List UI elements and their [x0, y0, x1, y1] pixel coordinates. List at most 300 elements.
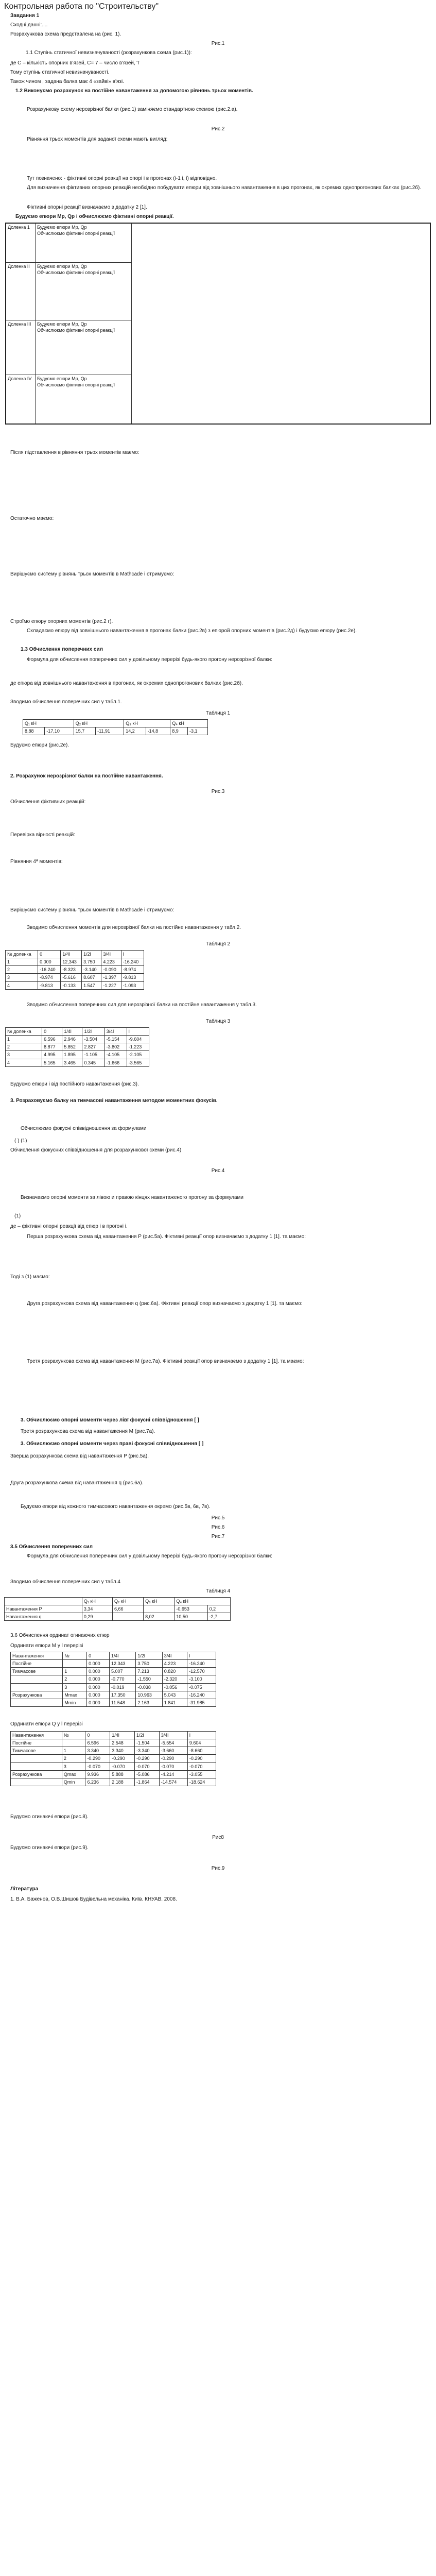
table-cell: Навантаження P [5, 1605, 82, 1613]
table-cell: 2.827 [82, 1043, 104, 1051]
table-cell: 5.165 [42, 1059, 62, 1066]
para: Перевірка вірності реакцій: [10, 832, 76, 838]
para: Третя розрахункова схема від навантаження M (рис.7а). Фіктивні реакції опор визначаємо з додатку 1 [1]. та маємо: [27, 1359, 304, 1364]
table-cell: -8.660 [187, 1747, 216, 1755]
table-cell [11, 1762, 62, 1770]
table-header: 1/4l [62, 1028, 82, 1036]
table-cell [11, 1778, 62, 1786]
table-cell: 10,50 [175, 1613, 207, 1621]
para: Зводимо обчислення поперечних сил у табл.1. [10, 699, 122, 705]
table-header: Q₃ кН [124, 720, 170, 727]
table-caption: Таблиця 2 [205, 941, 231, 947]
table-cell: -0,653 [175, 1605, 207, 1613]
para: Друга розрахункова схема від навантаження q (рис.6а). Фіктивні реакції опор визначаємо з додатку 1 [1]. та маємо: [27, 1301, 303, 1307]
table-cell: -2.105 [127, 1051, 149, 1059]
moments-table-2 [5, 950, 144, 990]
table-cell: 14,2 [124, 727, 146, 735]
table-cell: -8.323 [61, 966, 82, 974]
table-cell: -0.133 [61, 981, 82, 989]
table-cell: -0.770 [109, 1675, 135, 1683]
para: Друга розрахункова схема від навантаження q (рис.6а). [10, 1480, 144, 1486]
table-cell: 0.000 [87, 1699, 110, 1706]
para: Зверша розрахункова схема від навантаження P (рис.5а). [10, 1453, 149, 1459]
table-cell: 2 [63, 1675, 87, 1683]
table-cell: -9.604 [127, 1036, 149, 1043]
table-header: Навантаження [11, 1652, 63, 1660]
table-cell: 2.946 [62, 1036, 82, 1043]
table-cell: 0,29 [82, 1613, 112, 1621]
table-cell [11, 1675, 63, 1683]
table-cell: -5.616 [61, 974, 82, 981]
table-cell: -31.985 [187, 1699, 216, 1706]
table-cell: -0.090 [101, 966, 121, 974]
table-cell: -3.504 [82, 1036, 104, 1043]
table-cell: 5.888 [110, 1770, 135, 1778]
table-cell: -1.666 [104, 1059, 127, 1066]
table-cell: -17,10 [45, 727, 74, 735]
table-caption: Таблиця 4 [205, 1588, 231, 1594]
table-cell [11, 1683, 63, 1691]
table-header: l [187, 1732, 216, 1739]
table-row [5, 1605, 231, 1613]
table-cell: -4.105 [104, 1051, 127, 1059]
para: Остаточно маємо: [10, 516, 54, 521]
subsection-heading: 3.5 Обчислення поперечних сил [10, 1544, 93, 1550]
table-cell: 3 [62, 1762, 85, 1770]
table-header: 3/4l [159, 1732, 187, 1739]
para: Тоді з (1) маємо: [10, 1274, 50, 1280]
table-cell [132, 262, 431, 320]
table-cell: 4 [6, 1059, 42, 1066]
table-cell: -0.070 [85, 1762, 110, 1770]
table-cell: -11,91 [96, 727, 124, 735]
cell-line: Будуємо епюри Mp, Qp [37, 376, 87, 381]
para: Перша розрахункова схема від навантаження P (рис.5а). Фіктивні реакції опор визначаємо з додатку 1 [1]. та маємо: [27, 1234, 306, 1240]
table-header: № [62, 1732, 85, 1739]
spans-table [5, 223, 431, 425]
table-cell: 0.000 [87, 1660, 110, 1668]
table-header: 1/2l [134, 1732, 159, 1739]
table-header: Q₄ кН [170, 720, 208, 727]
table-cell: Тимчасове [11, 1747, 62, 1755]
table-cell: Доленка 1 [6, 223, 36, 262]
table-row [11, 1699, 216, 1706]
task-heading: Завдання 1 [10, 13, 40, 19]
figure-caption: Рис.5 [211, 1515, 225, 1521]
table-cell: -3.140 [82, 966, 101, 974]
table-header: Q₃ кН [144, 1598, 175, 1605]
table-header: 0 [85, 1732, 110, 1739]
table-cell: -4.214 [159, 1770, 187, 1778]
table-header: Навантаження [11, 1732, 62, 1739]
table-header [5, 1598, 82, 1605]
table-cell: 4.223 [162, 1660, 187, 1668]
table-cell: -0.290 [134, 1755, 159, 1762]
section-heading: 2. Розрахунок нерозрізної балки на постійне навантаження. [10, 773, 163, 779]
table-cell: -16.240 [187, 1660, 216, 1668]
table-row [6, 951, 144, 958]
table-header: 3/4l [104, 1028, 127, 1036]
table-cell: -3,1 [187, 727, 207, 735]
figure-caption: Рис.6 [211, 1524, 225, 1530]
formula: ( ) (1) [14, 1138, 27, 1144]
table-cell: Навантаження q [5, 1613, 82, 1621]
table-row [6, 320, 430, 375]
table-cell: -5.554 [159, 1739, 187, 1747]
table-row [11, 1660, 216, 1668]
table-cell: 2 [6, 1043, 42, 1051]
table-cell: 2.548 [110, 1739, 135, 1747]
table-row [6, 1059, 149, 1066]
table-cell: -5.154 [104, 1036, 127, 1043]
table-cell: -1.093 [121, 981, 144, 989]
table-cell: -18.624 [187, 1778, 216, 1786]
para: Строїмо епюру опорних моментів (рис.2 г). [10, 619, 113, 624]
table-cell [132, 320, 431, 375]
table-cell: 7.213 [136, 1668, 162, 1675]
forces-table-3 [5, 1027, 149, 1067]
table-cell: 3.750 [82, 958, 101, 966]
cell-line: Обчислюємо фіктивні опорні реакції [37, 269, 115, 275]
table-cell: 1 [6, 958, 38, 966]
table-header: 1/2l [82, 1028, 104, 1036]
table-cell: 2.188 [110, 1778, 135, 1786]
table-row [11, 1652, 216, 1660]
shear-ordinates-table-6 [10, 1731, 216, 1786]
table-cell: -0.290 [85, 1755, 110, 1762]
subsection-heading: 3. Обчислюємо опорні моменти через праві фокусні співвідношення [ ] [21, 1441, 204, 1447]
forces-table-1 [23, 719, 208, 735]
table-cell: 4 [6, 981, 38, 989]
table-row [11, 1668, 216, 1675]
table-cell: 2.163 [136, 1699, 162, 1706]
table-header: № [63, 1652, 87, 1660]
table-header: 1/4l [61, 951, 82, 958]
table-header: 1/4l [109, 1652, 135, 1660]
table-cell: 0.000 [38, 958, 61, 966]
table-cell: 0.000 [87, 1691, 110, 1699]
table-cell: 1.895 [62, 1051, 82, 1059]
para: Третя розрахункова схема від навантаження M (рис.7а). [21, 1429, 155, 1434]
figure-caption: Рис.4 [211, 1168, 225, 1174]
table-cell: Постійне [11, 1660, 63, 1668]
section-heading: Будуємо епюри Mp, Qp і обчислюємо фіктивні опорні реакції. [15, 214, 174, 219]
table-row [11, 1739, 216, 1747]
para: Формула для обчислення поперечних сил у довільному перерізі будь-якого прогону нерозрізної балки: [27, 657, 272, 663]
subsection-heading: 3. Обчислюємо опорні моменти через лівї фокусні співвідношення [ ] [21, 1417, 199, 1423]
table-cell: 17.350 [109, 1691, 135, 1699]
table-header: l [187, 1652, 216, 1660]
table-cell: -1.864 [134, 1778, 159, 1786]
table-row [6, 958, 144, 966]
table-cell: 10.963 [136, 1691, 162, 1699]
table-cell: 3.340 [85, 1747, 110, 1755]
table-cell: 0.000 [87, 1668, 110, 1675]
table-cell: -0.290 [187, 1755, 216, 1762]
para: Будуємо огинаючі епюри (рис.8). [10, 1814, 89, 1820]
table-cell: Постійне [11, 1739, 62, 1747]
table-cell: -0.070 [134, 1762, 159, 1770]
table-cell: 12.343 [109, 1660, 135, 1668]
table-cell: 8.607 [82, 974, 101, 981]
table-cell: 2 [6, 966, 38, 974]
table-row [11, 1732, 216, 1739]
para: де – фіктивні опорні реакції від епюр і в прогоні і. [10, 1224, 128, 1229]
table-cell: -0.290 [159, 1755, 187, 1762]
table-header: 0 [87, 1652, 110, 1660]
table-cell: -1.105 [82, 1051, 104, 1059]
table-cell: 0.000 [87, 1683, 110, 1691]
table-cell: -1.227 [101, 981, 121, 989]
table-row [11, 1762, 216, 1770]
table-cell: 1.547 [82, 981, 101, 989]
para: Складаємо епюру від зовнішнього навантаження в прогонах балки (рис.2в) з епюрой опорних моментів (рис.2д) і будуємо епюру (рис.2е). [27, 628, 357, 634]
table-row [6, 974, 144, 981]
table-cell: 6,66 [113, 1605, 144, 1613]
cell-line: Обчислюємо фіктивні опорні реакції [37, 327, 115, 333]
table-cell: 3 [63, 1683, 87, 1691]
subsection-heading: Обчислюємо фокусні співвідношення за формулами [21, 1126, 147, 1131]
para: Тому ступінь статичної невизначуваності. [10, 70, 110, 75]
table-cell: -1.550 [136, 1675, 162, 1683]
subsection-heading: 1.3 Обчислення поперечних сил [21, 647, 103, 652]
para: Будуємо епюри від кожного тимчасового навантаження окремо (рис.5в, 6в, 7в). [21, 1504, 211, 1510]
table-cell: 3.465 [62, 1059, 82, 1066]
para: Розрахункову схему нерозрізної балки (рис.1) заміняємо стандартною схемою (рис.2.а). [27, 107, 238, 112]
table-cell: -5.086 [134, 1770, 159, 1778]
table-row [6, 223, 430, 262]
para: Фіктивні опорні реакції визначаємо з додатку 2 [1]. [27, 205, 147, 210]
para: Зводимо обчислення поперечних сил у табл.4 [10, 1579, 120, 1585]
table-header: l [127, 1028, 149, 1036]
para: Обчислення фокусних співвідношення для розрахункової схеми (рис.4) [10, 1147, 182, 1153]
table-header: Q₂ кН [113, 1598, 144, 1605]
table-cell: 8,88 [23, 727, 45, 735]
table-row [11, 1747, 216, 1755]
figure-caption: Рис.3 [211, 789, 225, 794]
table-cell: 3.750 [136, 1660, 162, 1668]
table-cell: 4.223 [101, 958, 121, 966]
table-cell: -16.240 [38, 966, 61, 974]
table-cell: 2 [62, 1755, 85, 1762]
table-cell: -12.570 [187, 1668, 216, 1675]
table-cell: -1.504 [134, 1739, 159, 1747]
para: Також чином , задана балка має 4 «зайві» в'язі. [10, 79, 124, 84]
para: Ординати епюри Q у l перерізі [10, 1721, 83, 1727]
table-cell [36, 320, 132, 375]
table-header: № доленка [6, 951, 38, 958]
table-cell [113, 1613, 144, 1621]
table-cell: -14,8 [146, 727, 170, 735]
table-cell [11, 1699, 63, 1706]
table-cell: -14.574 [159, 1778, 187, 1786]
table-cell: -3.802 [104, 1043, 127, 1051]
table-row [6, 262, 430, 320]
table-cell: Розрахункова [11, 1691, 63, 1699]
para: Після підставлення в рівняння трьох моментів маємо: [10, 450, 139, 455]
table-cell: -0.290 [110, 1755, 135, 1762]
table-cell: 5.852 [62, 1043, 82, 1051]
table-row [6, 1028, 149, 1036]
table-cell: -16.240 [121, 958, 144, 966]
table-header: 1/4l [110, 1732, 135, 1739]
section-heading: 3. Розраховуємо балку на тимчасові навантаження методом моментних фокусів. [10, 1098, 218, 1104]
table-cell: -8.974 [121, 966, 144, 974]
table-header: 0 [38, 951, 61, 958]
table-cell [63, 1660, 87, 1668]
table-cell: 8,02 [144, 1613, 175, 1621]
table-header: 1/2l [82, 951, 101, 958]
table-cell: -0.070 [187, 1762, 216, 1770]
table-cell: 6.236 [85, 1778, 110, 1786]
formula: (1) [14, 1213, 21, 1219]
subsection-heading: 1.2 Виконуємо розрахунок на постійне навантаження за допомогою рівнянь трьох моментів. [15, 88, 253, 94]
figure-caption: Рис.2 [211, 126, 225, 132]
table-caption: Таблиця 1 [205, 710, 231, 716]
source-data: Сходні данні:.... [10, 22, 48, 28]
table-cell: 3.340 [110, 1747, 135, 1755]
para: Тут позначено: - фіктивні опорні реакції на опорі і в прогонах (і-1 і, і) відповідно. [27, 176, 217, 181]
figure-caption: Рис.7 [211, 1534, 225, 1539]
table-cell: 1 [6, 1036, 42, 1043]
table-row [11, 1675, 216, 1683]
table-caption: Таблиця 3 [205, 1019, 231, 1024]
table-cell: Qmax [62, 1770, 85, 1778]
table-cell: 0.820 [162, 1668, 187, 1675]
table-cell: 3 [6, 974, 38, 981]
table-cell: 6.596 [85, 1739, 110, 1747]
para: Для визначення фіктивних опорних реакцій необхідно побудувати епюри від зовнішнього навантаження в цих прогонах, як окремих однопрогонових балках (рис.2б). [27, 185, 422, 191]
table-cell: Розрахункова [11, 1770, 62, 1778]
table-row [23, 727, 208, 735]
table-cell: 15,7 [74, 727, 95, 735]
table-cell: 0.000 [87, 1675, 110, 1683]
table-cell [132, 223, 431, 262]
subsection-heading: 3.6 Обчислення ординат огинаючих епюр [10, 1633, 110, 1638]
table-cell: -2,7 [207, 1613, 230, 1621]
table-cell: 11.548 [109, 1699, 135, 1706]
table-header: 3/4l [101, 951, 121, 958]
table-header: Q₂ кН [74, 720, 124, 727]
para: Розрахункова схема представлена на (рис. 1). [10, 31, 121, 37]
table-cell: 1.841 [162, 1699, 187, 1706]
cell-line: Будуємо епюри Mp, Qp [37, 225, 87, 230]
table-cell: -0.070 [159, 1762, 187, 1770]
table-header: № доленка [6, 1028, 42, 1036]
table-row [11, 1770, 216, 1778]
subsection-heading: 1.1 Ступінь статичної невизначуваності (розрахункова схема (рис.1)): [26, 50, 192, 56]
figure-caption: Рис.1 [211, 41, 225, 46]
table-row [11, 1755, 216, 1762]
table-cell [36, 375, 132, 424]
table-cell: Доленка II [6, 262, 36, 320]
table-header: Q₄ кН [175, 1598, 231, 1605]
table-row [6, 981, 144, 989]
table-header: 1/2l [136, 1652, 162, 1660]
references-heading: Література [10, 1886, 39, 1892]
cell-line: Обчислюємо фіктивні опорні реакції [37, 382, 115, 387]
para: Зводимо обчислення поперечних сил для нерозрізної балки на постійне навантаження у табл.3. [27, 1002, 257, 1008]
temporary-forces-table-4 [4, 1597, 231, 1621]
table-cell [36, 223, 132, 262]
table-cell: 3,34 [82, 1605, 112, 1613]
table-cell: 1 [62, 1747, 85, 1755]
table-row [6, 1051, 149, 1059]
table-cell: -3.340 [134, 1747, 159, 1755]
table-row [6, 1036, 149, 1043]
table-cell: Доленка III [6, 320, 36, 375]
para: Рівняння 4ª моментів: [10, 859, 63, 865]
table-cell: -0.038 [136, 1683, 162, 1691]
table-row [6, 375, 430, 424]
table-row [6, 1043, 149, 1051]
table-cell: -1.397 [101, 974, 121, 981]
cell-line: Будуємо епюри Mp, Qp [37, 263, 87, 269]
table-cell: 3 [6, 1051, 42, 1059]
para: де епюра від зовнішнього навантаження в прогонах, як окремих однопрогонових балках (рис.2б). [10, 681, 243, 686]
table-cell [62, 1739, 85, 1747]
table-cell: -3.660 [159, 1747, 187, 1755]
table-cell: 6.596 [42, 1036, 62, 1043]
table-row [11, 1691, 216, 1699]
table-cell: -2.320 [162, 1675, 187, 1683]
table-cell: 9.936 [85, 1770, 110, 1778]
cell-line: Будуємо епюри Mp, Qp [37, 321, 87, 327]
table-cell: -0.075 [187, 1683, 216, 1691]
table-row [6, 966, 144, 974]
para: Зводимо обчислення моментів для нерозрізної балки на постійне навантаження у табл.2. [27, 925, 241, 930]
table-cell: -0.056 [162, 1683, 187, 1691]
table-cell: 12,343 [61, 958, 82, 966]
table-row [23, 720, 208, 727]
table-cell: Доленка IV [6, 375, 36, 424]
table-header: l [121, 951, 144, 958]
table-row [5, 1613, 231, 1621]
para: Будуємо епюри (рис.2е). [10, 742, 69, 748]
table-cell: 0.345 [82, 1059, 104, 1066]
table-cell: Mmax [63, 1691, 87, 1699]
para: Будуємо епюри і від постійного навантаження (рис.3). [10, 1081, 139, 1087]
para: де С – кількість опорних в'язей, С= 7 – число в'язей, Ƭ [10, 60, 140, 66]
figure-caption: Рис.9 [211, 1866, 225, 1871]
cell-line: Обчислюємо фіктивні опорні реакції [37, 231, 115, 236]
table-header: Q₁ кН [82, 1598, 112, 1605]
table-cell: -1.223 [127, 1043, 149, 1051]
para: Будуємо огинаючі епюри (рис.9). [10, 1845, 89, 1851]
table-header: Q₁ кН [23, 720, 74, 727]
para: Формула для обчислення поперечних сил у довільному перерізі будь-якого прогону нерозрізної балки: [27, 1553, 272, 1559]
table-cell [132, 375, 431, 424]
table-cell: 1 [63, 1668, 87, 1675]
table-cell: -0.070 [110, 1762, 135, 1770]
para: Рівняння трьох моментів для заданої схеми мають вигляд: [27, 137, 168, 142]
table-cell: -16.240 [187, 1691, 216, 1699]
table-row [5, 1598, 231, 1605]
table-header: 0 [42, 1028, 62, 1036]
table-header: 3/4l [162, 1652, 187, 1660]
para: Вирішуємо систему рівнянь трьох моментів в Mathcade і отримуємо: [10, 571, 175, 577]
document-title: Контрольная работа по "Строительству" [4, 2, 159, 11]
table-cell: 4.995 [42, 1051, 62, 1059]
table-row [11, 1778, 216, 1786]
table-cell: 8,9 [170, 727, 188, 735]
figure-caption: Рис8 [212, 1835, 224, 1840]
table-cell [144, 1605, 175, 1613]
para: Ординати епюри M у l перерізі [10, 1643, 83, 1649]
table-cell: -0.019 [109, 1683, 135, 1691]
table-cell: 8.877 [42, 1043, 62, 1051]
table-cell: Qmin [62, 1778, 85, 1786]
